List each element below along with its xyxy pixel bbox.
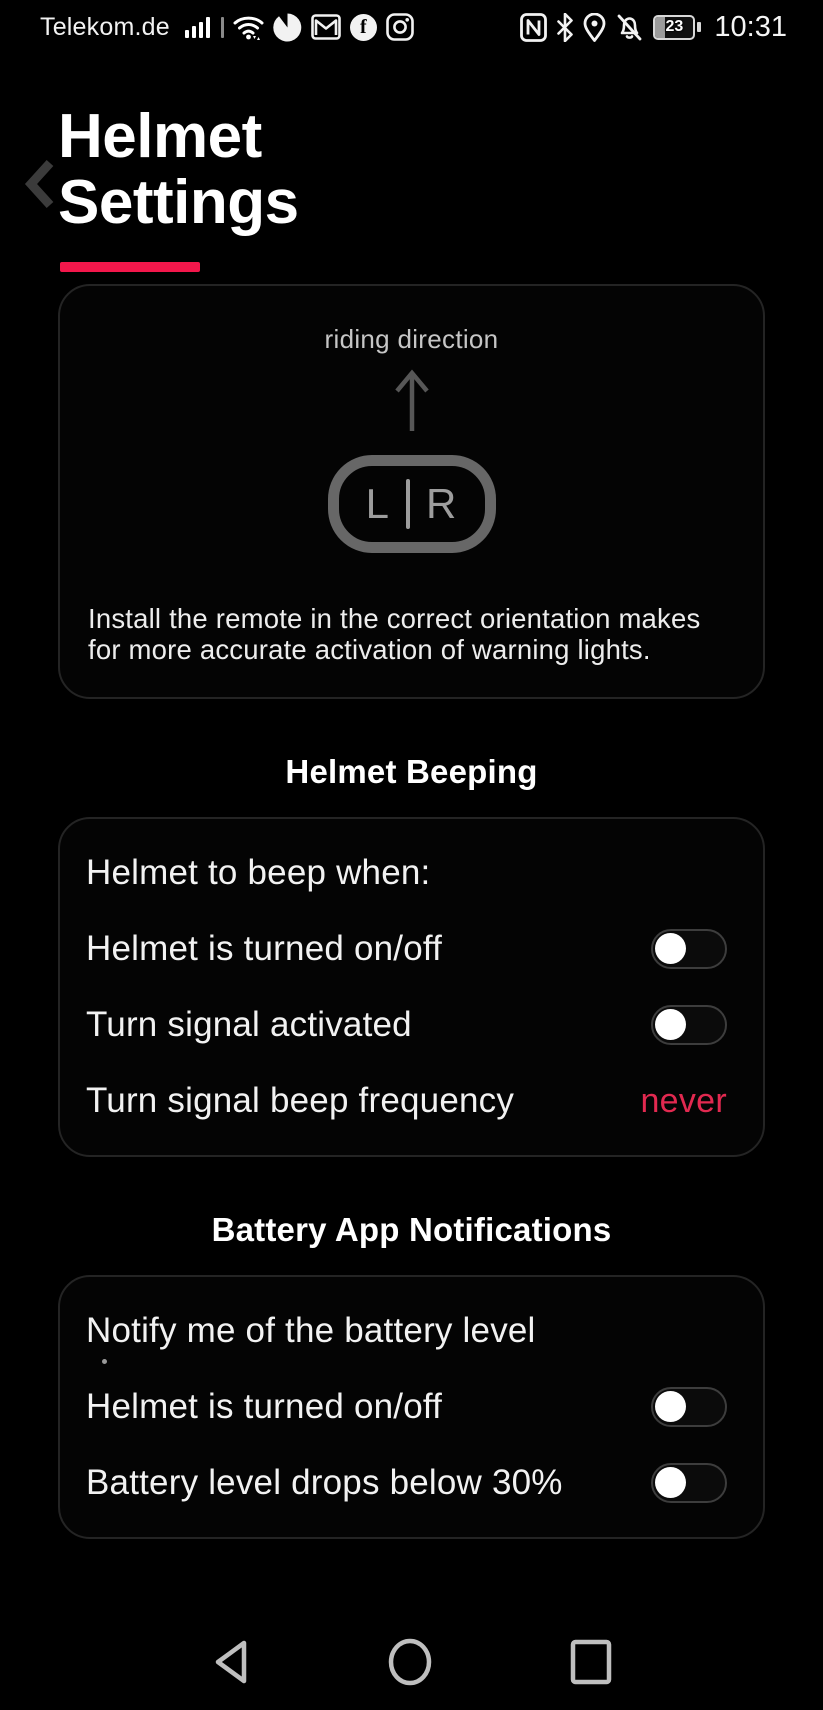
orientation-description: Install the remote in the correct orientation makes for more accurate activation of warning lights. xyxy=(88,603,701,665)
battery-percent: 23 xyxy=(665,18,684,35)
toggle-knob xyxy=(655,933,686,964)
notify-battery-level-label: Notify me of the battery level xyxy=(86,1311,536,1350)
list-item xyxy=(86,929,727,969)
orientation-diagram xyxy=(86,324,737,553)
list-item xyxy=(86,1005,727,1045)
beep-frequency-label: Turn signal beep frequency xyxy=(86,1081,515,1120)
stray-dot xyxy=(102,1359,107,1364)
nav-home-icon[interactable] xyxy=(385,1637,435,1687)
battery-below-30-toggle[interactable] xyxy=(651,1463,727,1503)
nfc-icon xyxy=(520,13,547,42)
battery-below-30-label: Battery level drops below 30% xyxy=(86,1463,563,1502)
remote-icon xyxy=(328,455,496,553)
toggle-knob xyxy=(655,1009,686,1040)
carrier-label: Telekom.de xyxy=(40,12,170,41)
page-title: Helmet Settings xyxy=(58,102,299,237)
section-title-battery-notifications: Battery App Notifications xyxy=(211,1211,612,1248)
battery-icon xyxy=(653,15,701,40)
list-item xyxy=(86,1463,727,1503)
up-arrow-icon xyxy=(391,369,433,433)
beep-when-label: Helmet to beep when: xyxy=(86,853,431,892)
remote-orientation-card xyxy=(58,284,765,699)
battery-notifications-card xyxy=(58,1275,765,1539)
section-title-helmet-beeping: Helmet Beeping xyxy=(285,753,538,790)
page-header xyxy=(0,50,823,272)
list-item xyxy=(86,1387,727,1427)
list-item xyxy=(86,1311,727,1351)
bluetooth-icon xyxy=(556,13,574,42)
android-nav-bar xyxy=(0,1614,823,1710)
signal-separator xyxy=(221,17,224,38)
remote-divider xyxy=(406,479,410,529)
list-item xyxy=(86,1081,727,1121)
location-icon xyxy=(583,13,606,42)
wifi-icon xyxy=(233,14,264,41)
data-saver-icon xyxy=(273,13,302,42)
status-bar xyxy=(0,0,823,50)
riding-direction-label: riding direction xyxy=(324,324,499,354)
helmet-beeping-card xyxy=(58,817,765,1157)
turn-signal-toggle[interactable] xyxy=(651,1005,727,1045)
gmail-icon xyxy=(311,14,341,40)
facebook-icon: f xyxy=(350,14,377,41)
toggle-knob xyxy=(655,1391,686,1422)
notify-helmet-on-off-label: Helmet is turned on/off xyxy=(86,1387,443,1426)
helmet-on-off-toggle[interactable] xyxy=(651,929,727,969)
clock: 10:31 xyxy=(714,10,787,43)
title-accent-bar xyxy=(60,262,200,272)
turn-signal-activated-label: Turn signal activated xyxy=(86,1005,412,1044)
nav-recents-icon[interactable] xyxy=(568,1638,614,1686)
remote-left-label: L xyxy=(365,480,390,527)
nav-back-icon[interactable] xyxy=(210,1638,252,1686)
back-button[interactable] xyxy=(24,158,56,210)
remote-right-label: R xyxy=(426,480,458,527)
signal-strength-icon xyxy=(185,16,210,38)
notifications-off-icon xyxy=(615,13,644,42)
instagram-icon xyxy=(386,13,414,41)
list-item xyxy=(86,853,727,893)
beep-frequency-value[interactable]: never xyxy=(640,1081,727,1120)
toggle-knob xyxy=(655,1467,686,1498)
helmet-on-off-label: Helmet is turned on/off xyxy=(86,929,443,968)
notify-helmet-on-off-toggle[interactable] xyxy=(651,1387,727,1427)
